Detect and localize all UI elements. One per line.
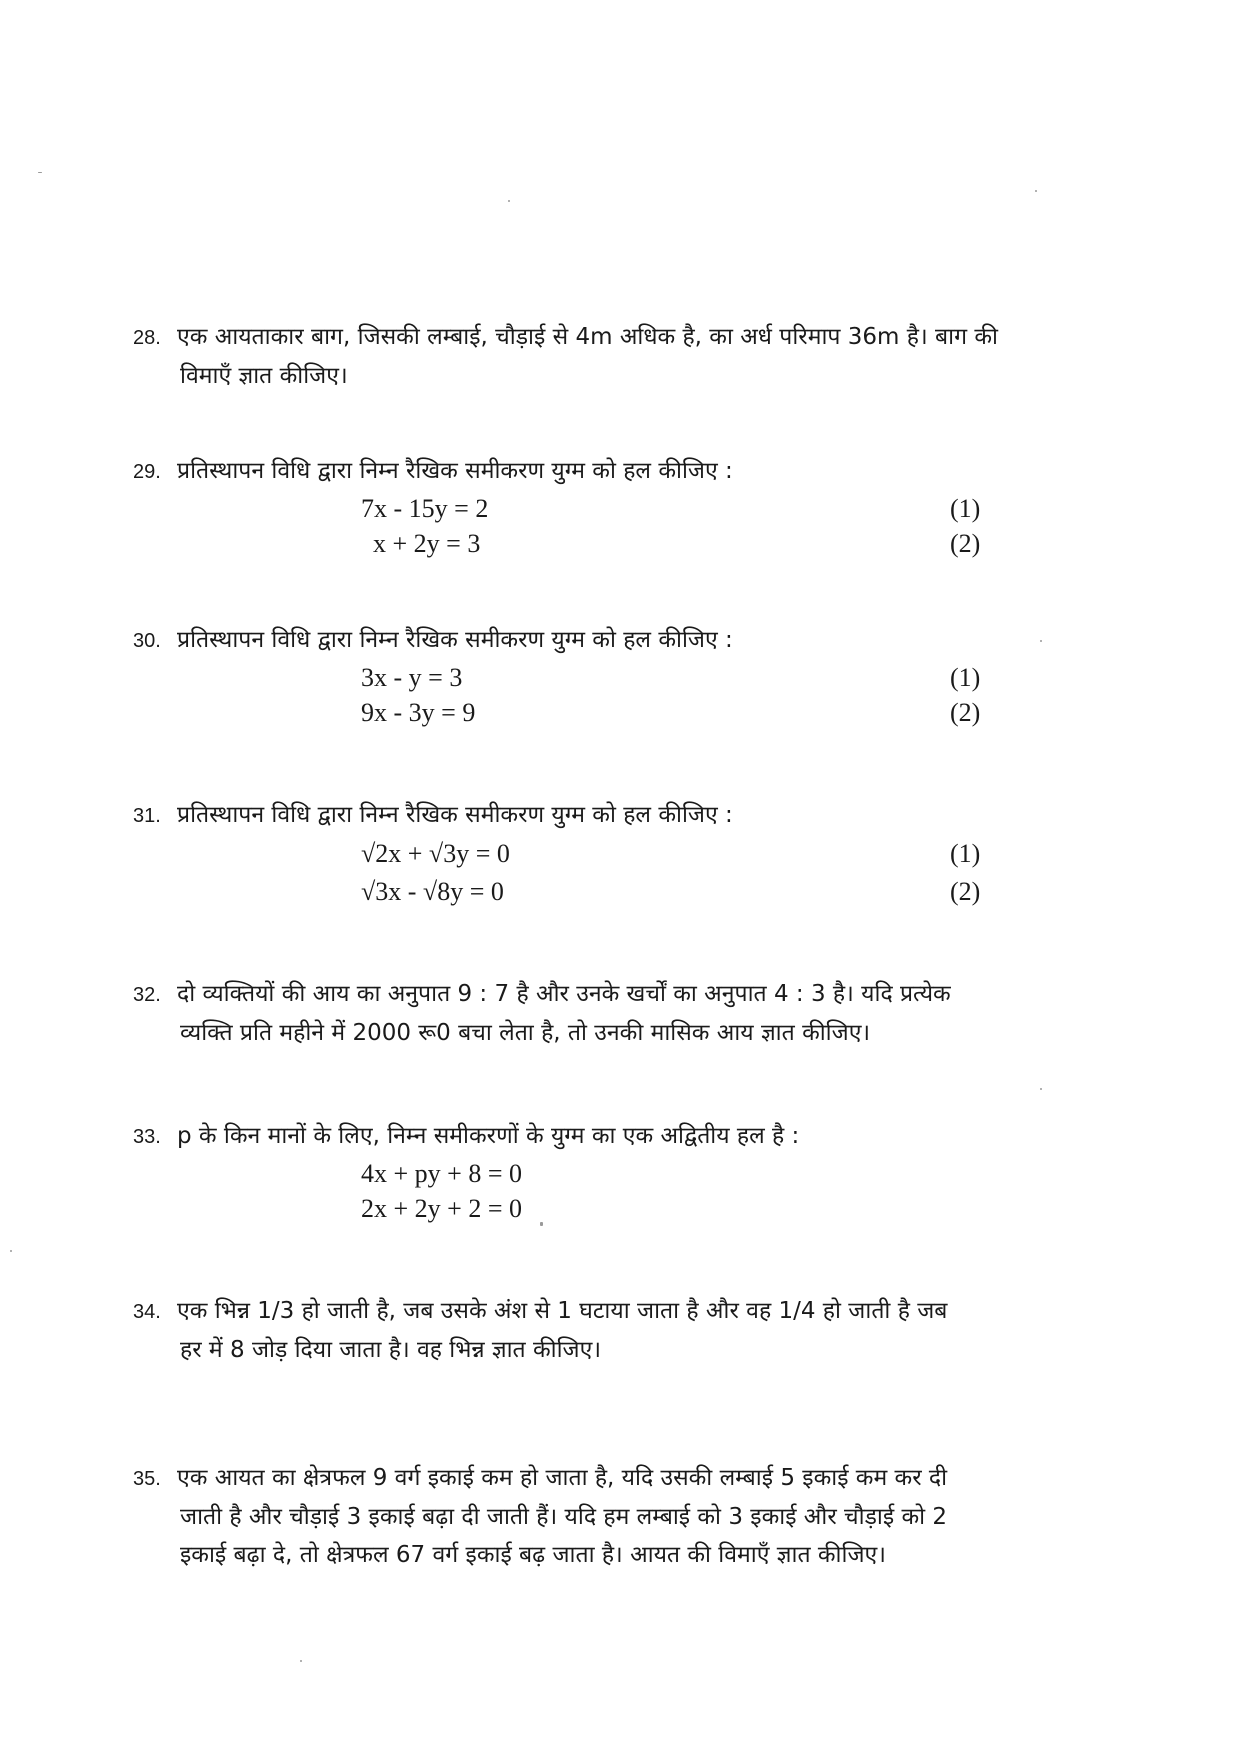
- equation: 4x + py + 8 = 0: [361, 1159, 522, 1188]
- question-text: प्रतिस्थापन विधि द्वारा निम्न रैखिक समीकरण युग्म को हल कीजिए :: [177, 627, 733, 653]
- question-text: प्रतिस्थापन विधि द्वारा निम्न रैखिक समीकरण युग्म को हल कीजिए :: [177, 802, 733, 828]
- question-text: p के किन मानों के लिए, निम्न समीकरणों के युग्म का एक अद्वितीय हल है :: [177, 1123, 800, 1149]
- question-30: [133, 621, 1193, 730]
- question-number: 34.: [133, 1301, 161, 1323]
- question-text: दो व्यक्तियों की आय का अनुपात 9 : 7 है और उनके खर्चों का अनुपात 4 : 3 है। यदि प्रत्येक: [177, 981, 951, 1007]
- equation-row: [133, 1191, 1193, 1226]
- scan-speck: [10, 1250, 12, 1252]
- question-number: 32.: [133, 984, 161, 1006]
- equation: 7x - 15y = 2: [361, 494, 489, 523]
- question-text: व्यक्ति प्रति महीने में 2000 रू0 बचा लेता है, तो उनकी मासिक आय ज्ञात कीजिए।: [180, 1020, 871, 1046]
- equation: √3x - √8y = 0: [361, 877, 504, 906]
- scan-speck: [38, 172, 42, 173]
- equation-row: [133, 1156, 1193, 1191]
- question-text: विमाएँ ज्ञात कीजिए।: [180, 363, 348, 389]
- question-number: 30.: [133, 630, 161, 652]
- equation-row: [133, 873, 1193, 911]
- equation-tag: (1): [950, 494, 981, 523]
- question-text: इकाई बढ़ा दे, तो क्षेत्रफल 67 वर्ग इकाई बढ़ जाता है। आयत की विमाएँ ज्ञात कीजिए।: [180, 1542, 886, 1568]
- question-number: 28.: [133, 327, 161, 349]
- equation: 2x + 2y + 2 = 0: [361, 1194, 522, 1223]
- equation-row: [133, 695, 1193, 730]
- question-text: हर में 8 जोड़ दिया जाता है। वह भिन्न ज्ञात कीजिए।: [180, 1337, 602, 1363]
- question-text: एक आयत का क्षेत्रफल 9 वर्ग इकाई कम हो जाता है, यदि उसकी लम्बाई 5 इकाई कम कर दी: [177, 1465, 948, 1491]
- equation: 3x - y = 3: [361, 663, 463, 692]
- equation-row: [133, 835, 1193, 873]
- question-31: [133, 796, 1193, 911]
- question-text: एक आयताकार बाग, जिसकी लम्बाई, चौड़ाई से 4m अधिक है, का अर्ध परिमाप 36m है। बाग की: [177, 324, 998, 350]
- question-text: जाती है और चौड़ाई 3 इकाई बढ़ा दी जाती हैं। यदि हम लम्बाई को 3 इकाई और चौड़ाई को 2: [180, 1504, 948, 1530]
- question-number: 29.: [133, 461, 161, 483]
- question-text: एक भिन्न 1/3 हो जाती है, जब उसके अंश से 1 घटाया जाता है और वह 1/4 हो जाती है जब: [177, 1298, 948, 1324]
- equation-tag: (2): [950, 529, 981, 558]
- equation-tag: (1): [950, 663, 981, 692]
- equation-tag: (2): [950, 877, 981, 906]
- equation: √2x + √3y = 0: [361, 839, 510, 868]
- scan-speck: [508, 200, 510, 202]
- equation: x + 2y = 3: [373, 529, 481, 558]
- question-35: [133, 1459, 1193, 1574]
- scan-speck: [1040, 1088, 1042, 1090]
- question-number: 35.: [133, 1468, 161, 1490]
- scan-speck: [300, 1660, 302, 1662]
- equation-row: [133, 491, 1193, 526]
- scan-speck: [1035, 190, 1037, 192]
- question-number: 31.: [133, 805, 161, 827]
- question-number: 33.: [133, 1126, 161, 1148]
- equation-tag: (1): [950, 839, 981, 868]
- equation-row: [133, 526, 1193, 561]
- question-33: [133, 1117, 1193, 1226]
- equation-tag: (2): [950, 698, 981, 727]
- equation: 9x - 3y = 9: [361, 698, 476, 727]
- question-34: [133, 1292, 1193, 1369]
- question-29: [133, 452, 1193, 561]
- question-32: [133, 975, 1193, 1052]
- question-28: [133, 318, 1193, 395]
- equation-row: [133, 660, 1193, 695]
- question-text: प्रतिस्थापन विधि द्वारा निम्न रैखिक समीकरण युग्म को हल कीजिए :: [177, 458, 733, 484]
